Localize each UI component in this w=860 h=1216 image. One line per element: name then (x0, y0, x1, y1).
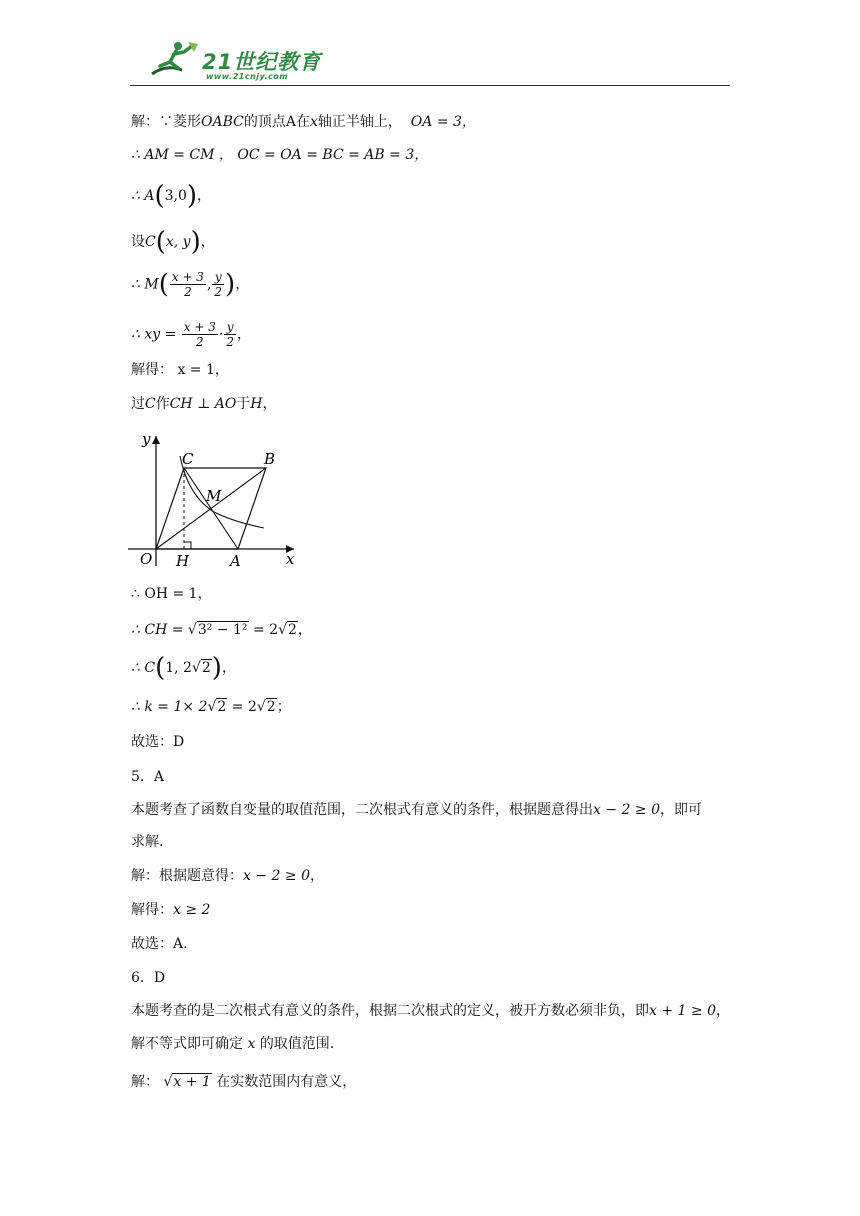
text: ， (309, 868, 324, 884)
math: ∴ M (131, 276, 159, 293)
math: ∴ xy = (131, 326, 177, 343)
text: ， (235, 276, 250, 293)
label-x: x (286, 550, 295, 568)
solution-line-11: ∴ C(1, 2√2)， (131, 653, 236, 683)
fraction: $\frac{x + 3}{2}$ (183, 320, 216, 349)
math: ∴ C (131, 660, 156, 676)
math: OABC (201, 114, 244, 130)
text: ， (715, 1003, 730, 1019)
text: ， (221, 660, 236, 676)
label-h: H (176, 552, 190, 570)
label-y: y (142, 430, 151, 448)
fraction: $\frac{y}{2}$ (226, 320, 234, 349)
text: 的取值范围. (259, 1036, 335, 1052)
text: ， (297, 622, 312, 638)
solution-line-6 (131, 320, 251, 349)
y-axis-arrow-icon (152, 436, 160, 444)
math: x (309, 114, 318, 130)
label-a: A (230, 552, 241, 570)
solution-line-8 (131, 394, 277, 414)
math: C (145, 396, 156, 412)
math: x + 1 ≥ 0 (649, 1003, 716, 1019)
math: 1, 2 (165, 660, 192, 676)
question-5-analysis-1 (131, 800, 702, 820)
question-6-analysis-2 (131, 1034, 334, 1054)
text: ， (236, 326, 251, 343)
question-5-analysis-2: 求解. (131, 834, 164, 850)
text: 在实数范围内有意义， (216, 1074, 357, 1090)
answer-4: 故选：D (131, 734, 185, 750)
solution-line-2: ∴ AM = CM ， OC = OA = BC = AB = 3， (131, 147, 429, 163)
text: ， (262, 396, 277, 412)
radicand: 2 (217, 699, 227, 715)
label-o: O (140, 550, 153, 568)
right-angle-mark (184, 542, 191, 549)
question-6-analysis-1 (131, 1001, 730, 1021)
radicand: 3² − 1² (197, 622, 248, 638)
rhombus-figure (126, 426, 306, 576)
text: 过 (131, 396, 145, 412)
solution-line-7: 解得： x = 1， (131, 362, 229, 378)
text: 设 (131, 234, 145, 250)
fraction: $\frac{y}{2}$ (214, 270, 223, 299)
question-5-answer: 5．A (131, 769, 165, 785)
math: = 2 (252, 622, 279, 638)
logo-url: www.21cnjy.com (206, 72, 289, 81)
radicand: 2 (266, 699, 276, 715)
text: ，即可 (659, 802, 702, 818)
math: C (145, 234, 156, 250)
math: H (250, 396, 263, 412)
math: x − 2 ≥ 0 (593, 802, 660, 818)
solution-line-12: ∴ k = 1× 2√2 = 2√2； (131, 699, 291, 715)
text: 解： (131, 1074, 159, 1090)
math: 3,0 (164, 188, 187, 204)
radicand: 2 (201, 660, 211, 676)
question-6-solution-1: 解： √x + 1 在实数范围内有意义， (131, 1074, 357, 1090)
math: x ≥ 2 (173, 902, 211, 918)
text: 的顶点A在 (243, 114, 310, 130)
text: ； (276, 699, 291, 715)
solution-line-10: ∴ CH = √3² − 1² = 2√2， (131, 622, 312, 638)
logo-text: 21世纪教育 (202, 50, 322, 74)
math: x − 2 ≥ 0 (243, 868, 310, 884)
math: ∴ CH = (131, 622, 184, 638)
text: 轴正半轴上， (317, 114, 402, 130)
text: ， (197, 188, 212, 204)
radicand: 2 (287, 622, 297, 638)
runner-logo-icon (148, 40, 200, 80)
question-5-solution-1 (131, 866, 324, 886)
text: 本题考查的是二次根式有意义的条件，根据二次根式的定义，被开方数必须非负，即 (131, 1003, 649, 1019)
radicand: x + 1 (173, 1074, 211, 1090)
solution-line-9: ∴ OH = 1， (131, 586, 212, 602)
question-5-choice: 故选：A. (131, 936, 188, 952)
math: CH ⊥ AO (169, 396, 237, 412)
solution-line-4: 设C(x, y)， (131, 227, 215, 257)
text: 解：∵菱形 (131, 114, 201, 130)
math: OA = 3， (410, 114, 476, 130)
text: 解：根据题意得： (131, 868, 243, 884)
math: = 2 (231, 699, 257, 715)
math: · (218, 326, 224, 343)
solution-line-5: ∴ M( $\frac{x + 3}{2}$ , $\frac{y}{2}$ )， (131, 269, 250, 300)
label-c: C (182, 450, 194, 468)
text: 解得： (131, 902, 173, 918)
fraction: $\frac{x + 3}{2}$ (171, 270, 204, 299)
math: x, y (165, 234, 191, 250)
header-divider (130, 85, 730, 86)
math: x (247, 1036, 256, 1052)
text: ， (200, 234, 215, 250)
solution-line-1 (131, 112, 476, 132)
solution-line-3: ∴ A(3,0)， (131, 181, 212, 211)
text: 作 (155, 396, 170, 412)
text: 解不等式即可确定 (131, 1036, 243, 1052)
text: 于 (236, 396, 251, 412)
math: ∴ A (131, 188, 155, 204)
question-6-answer: 6．D (131, 970, 166, 986)
label-b: B (264, 450, 276, 468)
label-m: M (206, 487, 222, 505)
text: 本题考查了函数自变量的取值范围，二次根式有意义的条件，根据题意得出 (131, 802, 593, 818)
math: ∴ k = 1× 2 (131, 699, 208, 715)
page-header (130, 38, 730, 86)
diagonal-ca (184, 468, 238, 549)
question-5-solution-2 (131, 900, 210, 920)
